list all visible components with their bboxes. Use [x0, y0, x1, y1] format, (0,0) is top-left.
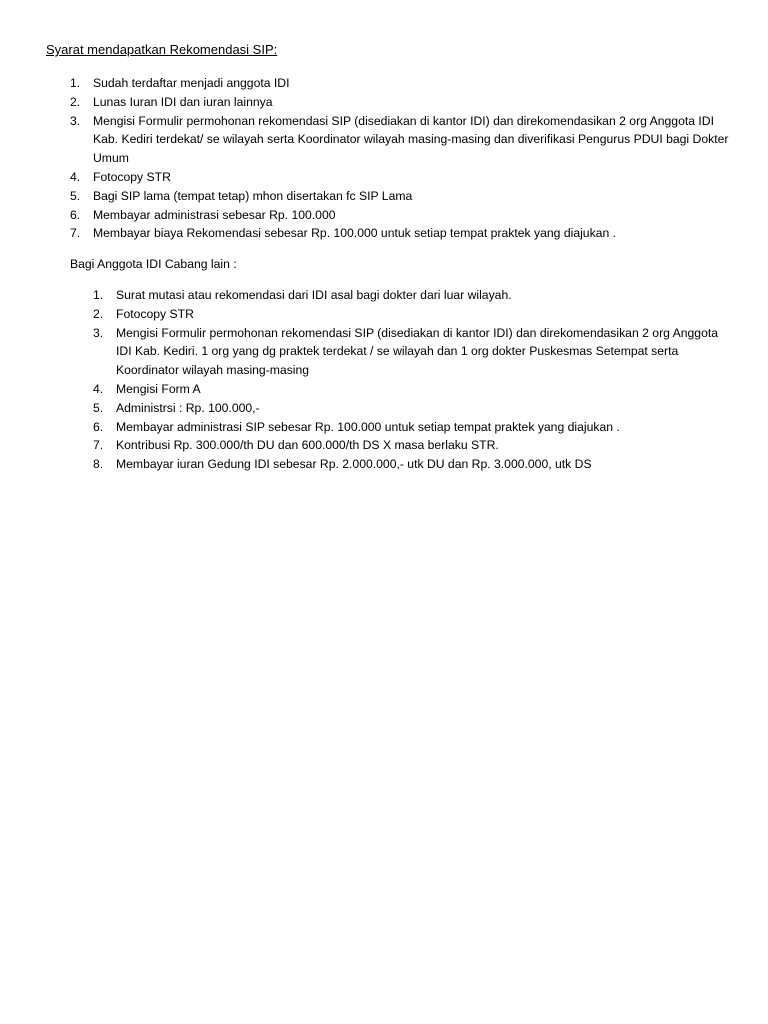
item-text: Mengisi Formulir permohonan rekomendasi SIP (disediakan di kantor IDI) dan direkomendasikan 2 org Anggota IDI Kab. Kediri terdekat/ se wilayah serta Koordinator wilayah masing-masing dan diverifikasi Pengurus PDUI bagi Dokter Umum [93, 113, 729, 166]
list-item [93, 380, 731, 399]
item-text: Lunas Iuran IDI dan iuran lainnya [93, 94, 273, 109]
list-item [70, 74, 733, 93]
item-text: Membayar administrasi sebesar Rp. 100.000 [93, 207, 336, 222]
list-item [93, 436, 731, 455]
item-number: 8. [93, 457, 104, 472]
list-item [93, 305, 731, 324]
item-number: 3. [70, 113, 81, 128]
item-number: 1. [70, 76, 81, 90]
item-text: Kontribusi Rp. 300.000/th DU dan 600.000/th DS X masa berlaku STR. [116, 438, 499, 453]
list-item [70, 93, 733, 112]
item-number: 6. [93, 419, 104, 434]
section-heading: Bagi Anggota IDI Cabang lain : [70, 257, 237, 271]
list-item [93, 324, 731, 380]
item-text: Membayar biaya Rekomendasi sebesar Rp. 100.000 untuk setiap tempat praktek yang diajukan . [93, 226, 617, 241]
item-text: Mengisi Form A [116, 381, 201, 396]
item-text: Sudah terdaftar menjadi anggota IDI [93, 76, 290, 90]
other-branch-requirements-list [93, 286, 731, 474]
list-item [70, 187, 733, 206]
list-item [93, 455, 731, 474]
list-item [93, 399, 731, 418]
item-text: Surat mutasi atau rekomendasi dari IDI asal bagi dokter dari luar wilayah. [116, 288, 512, 302]
item-number: 7. [70, 226, 81, 241]
list-item [70, 112, 733, 168]
item-number: 5. [70, 188, 81, 203]
requirements-list [70, 74, 733, 243]
item-number: 2. [93, 306, 104, 321]
item-text: Membayar iuran Gedung IDI sebesar Rp. 2.000.000,- utk DU dan Rp. 3.000.000, utk DS [116, 457, 592, 472]
item-text: Mengisi Formulir permohonan rekomendasi SIP (disediakan di kantor IDI) dan direkomendasikan 2 org Anggota IDI Kab. Kediri. 1 org yang dg praktek terdekat / se wilayah dan 1 org dokter Puskesmas Setempat serta Koordinator wilayah masing-masing [116, 325, 719, 378]
item-text: Bagi SIP lama (tempat tetap) mhon disertakan fc SIP Lama [93, 188, 413, 203]
item-number: 1. [93, 288, 104, 302]
item-number: 2. [70, 94, 81, 109]
item-number: 7. [93, 438, 104, 453]
list-item [93, 418, 731, 437]
item-number: 5. [93, 400, 104, 415]
item-text: Administrsi : Rp. 100.000,- [116, 400, 260, 415]
item-number: 3. [93, 325, 104, 340]
item-number: 4. [93, 381, 104, 396]
item-text: Membayar administrasi SIP sebesar Rp. 100.000 untuk setiap tempat praktek yang diajukan . [116, 419, 620, 434]
list-item [70, 168, 733, 187]
item-text: Fotocopy STR [116, 306, 194, 321]
item-text: Fotocopy STR [93, 169, 171, 184]
item-number: 4. [70, 169, 81, 184]
list-item [93, 286, 731, 305]
list-item [70, 206, 733, 225]
item-number: 6. [70, 207, 81, 222]
list-item [70, 224, 733, 243]
page-title: Syarat mendapatkan Rekomendasi SIP: [46, 42, 278, 57]
